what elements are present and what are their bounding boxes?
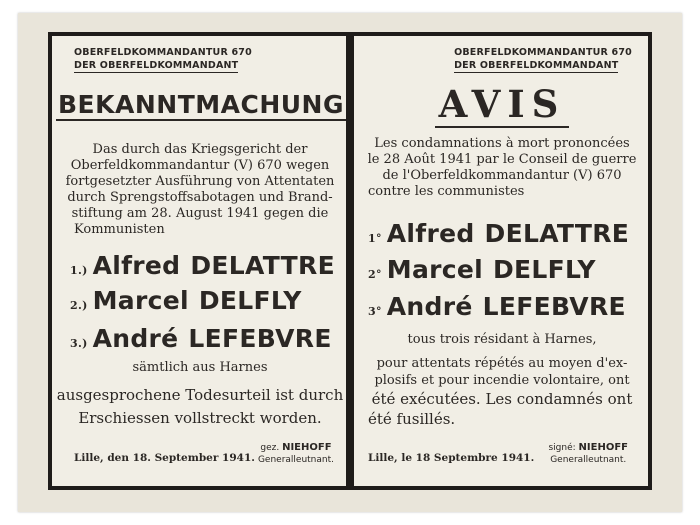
- first-name: André: [386, 292, 473, 321]
- french-body-line: contre les communistes: [368, 184, 525, 199]
- french-name-3: [368, 292, 626, 327]
- german-body: [56, 142, 344, 238]
- first-name: Alfred: [386, 219, 475, 248]
- german-body-line: stiftung am 28. August 1941 gegen die: [71, 206, 329, 221]
- last-name: DELATTRE: [484, 219, 630, 248]
- german-header-line2: DER OBERFELDKOMMANDANT: [74, 60, 239, 71]
- german-signature: [258, 442, 334, 466]
- signature-name: NIEHOFF: [282, 442, 332, 453]
- german-header: [74, 46, 252, 73]
- signature-name: NIEHOFF: [578, 442, 628, 453]
- german-closing-2: Erschiessen vollstreckt worden.: [78, 409, 322, 427]
- german-name-1: [70, 251, 335, 286]
- french-title: [358, 82, 646, 126]
- last-name: LEFEBVRE: [188, 324, 332, 353]
- french-name-2: [368, 255, 596, 290]
- name-number: 3°: [368, 305, 382, 318]
- german-title-text: BEKANNTMACHUNG: [58, 90, 344, 119]
- german-name-2: [70, 286, 302, 321]
- french-header-line1: OBERFELDKOMMANDANTUR 670: [454, 47, 632, 58]
- signature-rank: Generalleutnant.: [257, 455, 334, 465]
- first-name: Marcel: [386, 255, 483, 284]
- german-closing-1: ausgesprochene Todesurteil ist durch: [56, 386, 344, 404]
- french-body-line: de l'Oberfeldkommandantur (V) 670: [382, 168, 622, 183]
- signature-prefix: signé:: [548, 443, 576, 453]
- name-number: 2°: [368, 268, 382, 281]
- french-title-text: AVIS: [435, 82, 570, 128]
- german-place-date: Lille, den 18. September 1941.: [74, 452, 255, 464]
- german-body-line: Das durch das Kriegsgericht der: [92, 142, 308, 157]
- french-body-line: le 28 Août 1941 par le Conseil de guerre: [367, 152, 637, 167]
- signature-prefix: gez.: [260, 443, 280, 453]
- french-body-line: Les condamnations à mort prononcées: [374, 136, 630, 151]
- german-body-line: Oberfeldkommandantur (V) 670 wegen: [70, 158, 330, 173]
- german-title: [56, 90, 344, 119]
- german-body-line: Kommunisten: [74, 222, 165, 237]
- column-divider: [346, 32, 354, 490]
- german-name-3: [70, 324, 332, 359]
- french-closing-4: été fusillés.: [368, 410, 456, 428]
- french-place-date: Lille, le 18 Septembre 1941.: [368, 452, 535, 464]
- last-name: DELFLY: [198, 286, 302, 315]
- german-notice: [56, 36, 344, 486]
- french-closing-2: plosifs et pour incendie volontaire, ont: [374, 373, 630, 388]
- name-number: 2.): [70, 299, 88, 312]
- german-header-line1: OBERFELDKOMMANDANTUR 670: [74, 47, 252, 58]
- signature-rank: Generalleutnant.: [550, 455, 627, 465]
- last-name: DELATTRE: [190, 251, 335, 280]
- first-name: Alfred: [92, 251, 181, 280]
- first-name: Marcel: [92, 286, 189, 315]
- first-name: André: [92, 324, 179, 353]
- french-header-line2: DER OBERFELDKOMMANDANT: [454, 60, 619, 71]
- french-closing-3: été exécutées. Les condamnés ont: [371, 390, 633, 408]
- last-name: DELFLY: [493, 255, 596, 284]
- french-closing-1: pour attentats répétés au moyen d'ex-: [376, 356, 628, 371]
- last-name: LEFEBVRE: [482, 292, 626, 321]
- name-number: 3.): [70, 337, 88, 350]
- name-number: 1.): [70, 264, 88, 277]
- german-body-line: durch Sprengstoffsabotagen und Brand-: [67, 190, 333, 205]
- french-signature: [548, 442, 628, 466]
- french-body: [358, 136, 646, 200]
- french-header: [454, 46, 632, 73]
- german-body-line: fortgesetzter Ausführung von Attentaten: [65, 174, 335, 189]
- french-name-1: [368, 219, 629, 254]
- french-residence: tous trois résidant à Harnes,: [407, 332, 597, 347]
- german-residence: sämtlich aus Harnes: [132, 360, 268, 375]
- name-number: 1°: [368, 232, 382, 245]
- french-notice: [358, 36, 646, 486]
